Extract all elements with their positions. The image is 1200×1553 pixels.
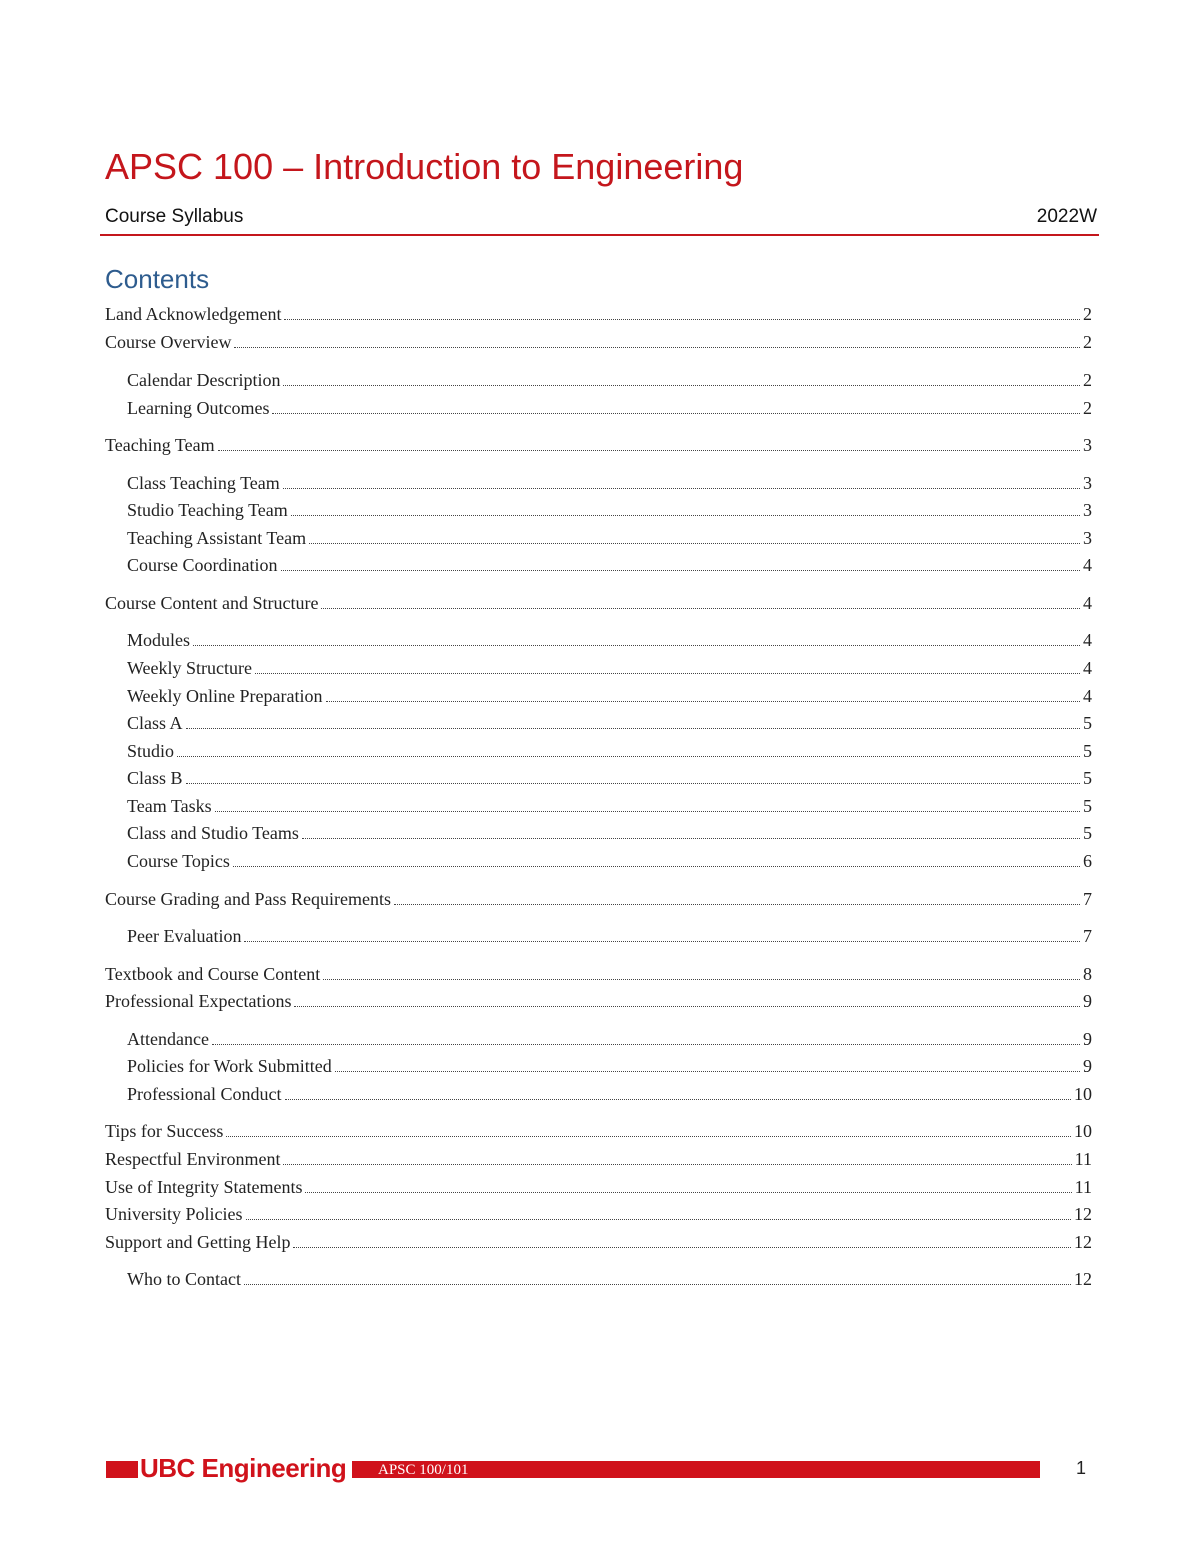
toc-entry-page: 11 (1074, 1177, 1092, 1197)
toc-dot-leader (233, 861, 1080, 867)
toc-entry-page: 2 (1083, 370, 1092, 390)
toc-entry[interactable] (105, 962, 1092, 986)
toc-entry[interactable] (127, 684, 1092, 708)
toc-entry-label: Class and Studio Teams (127, 823, 299, 843)
toc-entry-page: 4 (1083, 630, 1092, 650)
toc-entry-page: 3 (1083, 500, 1092, 520)
toc-dot-leader (272, 408, 1080, 414)
toc-entry[interactable] (127, 1267, 1092, 1291)
toc-entry-label: Course Content and Structure (105, 593, 319, 613)
toc-entry-label: Attendance (127, 1029, 209, 1049)
contents-heading: Contents (105, 264, 210, 294)
toc-entry-label: Team Tasks (127, 796, 212, 816)
toc-entry-label: Textbook and Course Content (105, 964, 321, 984)
toc-entry-label: Class A (127, 713, 183, 733)
document-subtitle: Course Syllabus (105, 206, 244, 227)
toc-entry-page: 7 (1083, 926, 1092, 946)
toc-entry-label: Land Acknowledgement (105, 304, 282, 324)
toc-entry-label: Learning Outcomes (127, 398, 270, 418)
toc-entry[interactable] (127, 1054, 1092, 1078)
toc-entry[interactable] (127, 1027, 1092, 1051)
toc-entry-label: Respectful Environment (105, 1149, 281, 1169)
toc-entry-label: Studio Teaching Team (127, 500, 288, 520)
toc-entry-label: Class Teaching Team (127, 473, 280, 493)
toc-dot-leader (284, 314, 1080, 320)
toc-entry-page: 3 (1083, 435, 1092, 455)
toc-dot-leader (215, 806, 1080, 812)
toc-entry-page: 2 (1083, 398, 1092, 418)
toc-entry[interactable] (105, 433, 1092, 457)
toc-entry-page: 4 (1083, 555, 1092, 575)
toc-dot-leader (255, 668, 1080, 674)
toc-entry[interactable] (105, 887, 1092, 911)
toc-entry[interactable] (127, 368, 1092, 392)
toc-entry-page: 4 (1083, 593, 1092, 613)
toc-entry-label: Professional Conduct (127, 1084, 282, 1104)
toc-dot-leader (335, 1066, 1080, 1072)
toc-entry-label: Class B (127, 768, 183, 788)
toc-entry-label: Course Coordination (127, 555, 278, 575)
toc-entry[interactable] (127, 553, 1092, 577)
toc-dot-leader (323, 974, 1080, 980)
toc-entry-page: 2 (1083, 304, 1092, 324)
toc-dot-leader (186, 723, 1080, 729)
document-title: APSC 100 – Introduction to Engineering (105, 146, 744, 187)
toc-entry[interactable] (105, 330, 1092, 354)
toc-entry-page: 5 (1083, 768, 1092, 788)
toc-dot-leader (193, 640, 1080, 646)
toc-dot-leader (283, 1159, 1071, 1165)
toc-dot-leader (309, 538, 1080, 544)
toc-entry-label: Studio (127, 741, 175, 761)
page-number: 1 (1076, 1458, 1087, 1478)
toc-dot-leader (177, 751, 1080, 757)
toc-dot-leader (294, 1001, 1080, 1007)
toc-entry-label: Course Overview (105, 332, 232, 352)
toc-entry[interactable] (105, 1202, 1092, 1226)
toc-entry-page: 9 (1083, 1029, 1092, 1049)
toc-dot-leader (212, 1039, 1080, 1045)
toc-entry[interactable] (127, 656, 1092, 680)
toc-entry-page: 2 (1083, 332, 1092, 352)
toc-dot-leader (283, 380, 1080, 386)
toc-entry-page: 7 (1083, 889, 1092, 909)
toc-entry-page: 8 (1083, 964, 1092, 984)
toc-entry-page: 12 (1074, 1204, 1092, 1224)
toc-entry[interactable] (127, 396, 1092, 420)
toc-entry[interactable] (127, 711, 1092, 735)
toc-entry-label: Teaching Team (105, 435, 215, 455)
toc-entry[interactable] (105, 1175, 1092, 1199)
toc-entry-page: 10 (1074, 1084, 1092, 1104)
toc-entry-label: Tips for Success (105, 1121, 224, 1141)
toc-entry-label: Policies for Work Submitted (127, 1056, 332, 1076)
toc-dot-leader (234, 342, 1080, 348)
toc-entry-page: 4 (1083, 686, 1092, 706)
toc-dot-leader (244, 936, 1080, 942)
toc-entry[interactable] (105, 1147, 1092, 1171)
toc-dot-leader (218, 445, 1080, 451)
footer-logo-block (106, 1461, 136, 1478)
toc-dot-leader (291, 510, 1080, 516)
toc-entry[interactable] (127, 924, 1092, 948)
toc-entry[interactable] (127, 794, 1092, 818)
toc-entry-label: Weekly Online Preparation (127, 686, 323, 706)
toc-entry-page: 10 (1074, 1121, 1092, 1141)
document-term: 2022W (1036, 206, 1097, 227)
toc-entry-label: University Policies (105, 1204, 243, 1224)
toc-dot-leader (321, 603, 1080, 609)
toc-entry-page: 11 (1074, 1149, 1092, 1169)
toc-entry[interactable] (105, 1230, 1092, 1254)
toc-entry[interactable] (127, 739, 1092, 763)
toc-entry-label: Course Grading and Pass Requirements (105, 889, 391, 909)
toc-entry-label: Peer Evaluation (127, 926, 242, 946)
toc-dot-leader (281, 565, 1081, 571)
toc-entry[interactable] (105, 591, 1092, 615)
toc-entry-page: 12 (1074, 1232, 1092, 1252)
toc-entry[interactable] (127, 766, 1092, 790)
toc-entry-page: 5 (1083, 713, 1092, 733)
toc-dot-leader (302, 833, 1080, 839)
toc-dot-leader (305, 1187, 1071, 1193)
toc-dot-leader (246, 1214, 1072, 1220)
toc-entry[interactable] (127, 849, 1092, 873)
toc-dot-leader (186, 778, 1080, 784)
toc-entry-label: Course Topics (127, 851, 230, 871)
toc-entry-label: Support and Getting Help (105, 1232, 291, 1252)
toc-dot-leader (244, 1279, 1071, 1285)
toc-entry-page: 9 (1083, 991, 1092, 1011)
toc-entry-page: 3 (1083, 473, 1092, 493)
toc-entry-label: Modules (127, 630, 190, 650)
toc-entry-label: Weekly Structure (127, 658, 253, 678)
toc-entry-page: 5 (1083, 796, 1092, 816)
toc-entry[interactable] (127, 498, 1092, 522)
toc-entry-page: 5 (1083, 741, 1092, 761)
toc-entry-label: Calendar Description (127, 370, 281, 390)
toc-dot-leader (283, 483, 1080, 489)
toc-entry[interactable] (105, 1119, 1092, 1143)
toc-entry-page: 9 (1083, 1056, 1092, 1076)
toc-dot-leader (226, 1131, 1071, 1137)
toc-entry-page: 4 (1083, 658, 1092, 678)
toc-dot-leader (394, 899, 1080, 905)
toc-dot-leader (326, 696, 1081, 702)
toc-entry[interactable] (105, 302, 1092, 326)
toc-entry-page: 3 (1083, 528, 1092, 548)
toc-entry-page: 6 (1083, 851, 1092, 871)
toc-entry[interactable] (127, 628, 1092, 652)
toc-entry-label: Teaching Assistant Team (127, 528, 307, 548)
toc-entry-page: 5 (1083, 823, 1092, 843)
toc-entry-page: 12 (1074, 1269, 1092, 1289)
ubc-engineering-logo: UBC Engineering (138, 1452, 352, 1484)
toc-entry[interactable] (105, 989, 1092, 1013)
toc-entry[interactable] (127, 471, 1092, 495)
toc-entry[interactable] (127, 526, 1092, 550)
toc-entry[interactable] (127, 821, 1092, 845)
toc-dot-leader (285, 1094, 1072, 1100)
toc-entry-label: Who to Contact (127, 1269, 241, 1289)
toc-dot-leader (293, 1242, 1071, 1248)
toc-entry-label: Professional Expectations (105, 991, 292, 1011)
toc-entry-label: Use of Integrity Statements (105, 1177, 303, 1197)
toc-entry[interactable] (127, 1082, 1092, 1106)
footer-course-code: APSC 100/101 (378, 1462, 469, 1478)
